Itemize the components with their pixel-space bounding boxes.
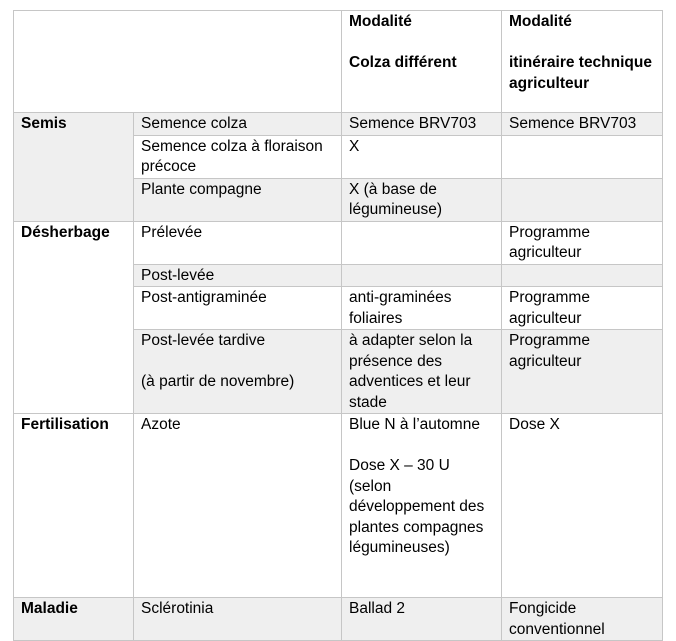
header-empty-cell bbox=[14, 11, 342, 113]
cell-colza: Semence BRV703 bbox=[342, 113, 502, 136]
row-label: Prélevée bbox=[134, 221, 342, 264]
cell-colza: Ballad 2 bbox=[342, 598, 502, 641]
table-row bbox=[14, 598, 663, 641]
table-row bbox=[14, 221, 663, 264]
row-label: Plante compagne bbox=[134, 178, 342, 221]
header-modalite-colza: Modalité Colza différent bbox=[342, 11, 502, 113]
header-row bbox=[14, 11, 663, 113]
table-row bbox=[14, 414, 663, 598]
row-label: Semence colza à floraison précoce bbox=[134, 135, 342, 178]
row-label: Post-antigraminée bbox=[134, 287, 342, 330]
cell-agriculteur: Programme agriculteur bbox=[502, 330, 663, 414]
cell-agriculteur bbox=[502, 178, 663, 221]
cell-agriculteur: Dose X bbox=[502, 414, 663, 598]
cell-colza bbox=[342, 221, 502, 264]
row-label: Sclérotinia bbox=[134, 598, 342, 641]
cell-colza: X bbox=[342, 135, 502, 178]
group-fertilisation: Fertilisation bbox=[14, 414, 134, 598]
cell-agriculteur: Semence BRV703 bbox=[502, 113, 663, 136]
cell-agriculteur: Fongicide conventionnel bbox=[502, 598, 663, 641]
group-semis: Semis bbox=[14, 113, 134, 222]
cell-colza: anti-graminées foliaires bbox=[342, 287, 502, 330]
cell-colza bbox=[342, 264, 502, 287]
cell-colza: Blue N à l’automne Dose X – 30 U (selon développement des plantes compagnes légumineuses) bbox=[342, 414, 502, 598]
row-label: Post-levée bbox=[134, 264, 342, 287]
header-modalite-agriculteur: Modalité itinéraire technique agriculteur bbox=[502, 11, 663, 113]
cell-colza: à adapter selon la présence des adventices et leur stade bbox=[342, 330, 502, 414]
cell-agriculteur bbox=[502, 135, 663, 178]
group-maladie: Maladie bbox=[14, 598, 134, 641]
table-row bbox=[14, 113, 663, 136]
cell-agriculteur bbox=[502, 264, 663, 287]
cell-agriculteur: Programme agriculteur bbox=[502, 221, 663, 264]
group-desherbage: Désherbage bbox=[14, 221, 134, 414]
row-label: Semence colza bbox=[134, 113, 342, 136]
cell-colza: X (à base de légumineuse) bbox=[342, 178, 502, 221]
row-label: Azote bbox=[134, 414, 342, 598]
row-label: Post-levée tardive (à partir de novembre) bbox=[134, 330, 342, 414]
cell-agriculteur: Programme agriculteur bbox=[502, 287, 663, 330]
itinerary-table bbox=[13, 10, 663, 641]
